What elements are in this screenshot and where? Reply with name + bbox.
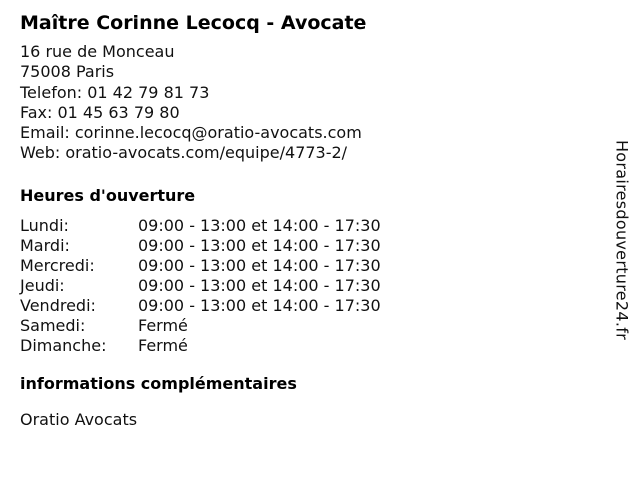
hours-row-thursday	[20, 276, 600, 296]
opening-hours-list	[20, 216, 600, 356]
business-card	[20, 10, 600, 430]
side-brand-label: Horairesdouverture24.fr	[612, 139, 632, 341]
hours-value: 09:00 - 13:00 et 14:00 - 17:30	[138, 295, 381, 315]
city-postcode: 75008 Paris	[20, 62, 115, 82]
phone-number: Telefon: 01 42 79 81 73	[20, 82, 210, 102]
hours-value: 09:00 - 13:00 et 14:00 - 17:30	[138, 235, 381, 255]
day-label: Mardi:	[20, 235, 70, 255]
hours-value: 09:00 - 13:00 et 14:00 - 17:30	[138, 275, 381, 295]
email-address: Email: corinne.lecocq@oratio-avocats.com	[20, 123, 362, 143]
hours-value: Fermé	[138, 315, 188, 335]
day-label: Samedi:	[20, 315, 86, 335]
day-label: Mercredi:	[20, 255, 95, 275]
day-label: Jeudi:	[20, 275, 65, 295]
hours-value: 09:00 - 13:00 et 14:00 - 17:30	[138, 255, 381, 275]
hours-row-monday	[20, 216, 600, 236]
website-url: Web: oratio-avocats.com/equipe/4773-2/	[20, 143, 348, 163]
hours-row-sunday	[20, 336, 600, 356]
hours-value: 09:00 - 13:00 et 14:00 - 17:30	[138, 215, 381, 235]
additional-info-text: Oratio Avocats	[20, 409, 138, 429]
hours-row-wednesday	[20, 256, 600, 276]
day-label: Lundi:	[20, 215, 69, 235]
hours-row-friday	[20, 296, 600, 316]
address-block	[20, 42, 600, 164]
day-label: Vendredi:	[20, 295, 96, 315]
hours-row-tuesday	[20, 236, 600, 256]
day-label: Dimanche:	[20, 335, 107, 355]
hours-row-saturday	[20, 316, 600, 336]
additional-info-heading: informations complémentaires	[20, 373, 297, 393]
fax-number: Fax: 01 45 63 79 80	[20, 102, 180, 122]
street-address: 16 rue de Monceau	[20, 42, 175, 61]
opening-hours-heading: Heures d'ouverture	[20, 185, 196, 205]
hours-value: Fermé	[138, 335, 188, 355]
page-title: Maître Corinne Lecocq - Avocate	[20, 12, 367, 34]
